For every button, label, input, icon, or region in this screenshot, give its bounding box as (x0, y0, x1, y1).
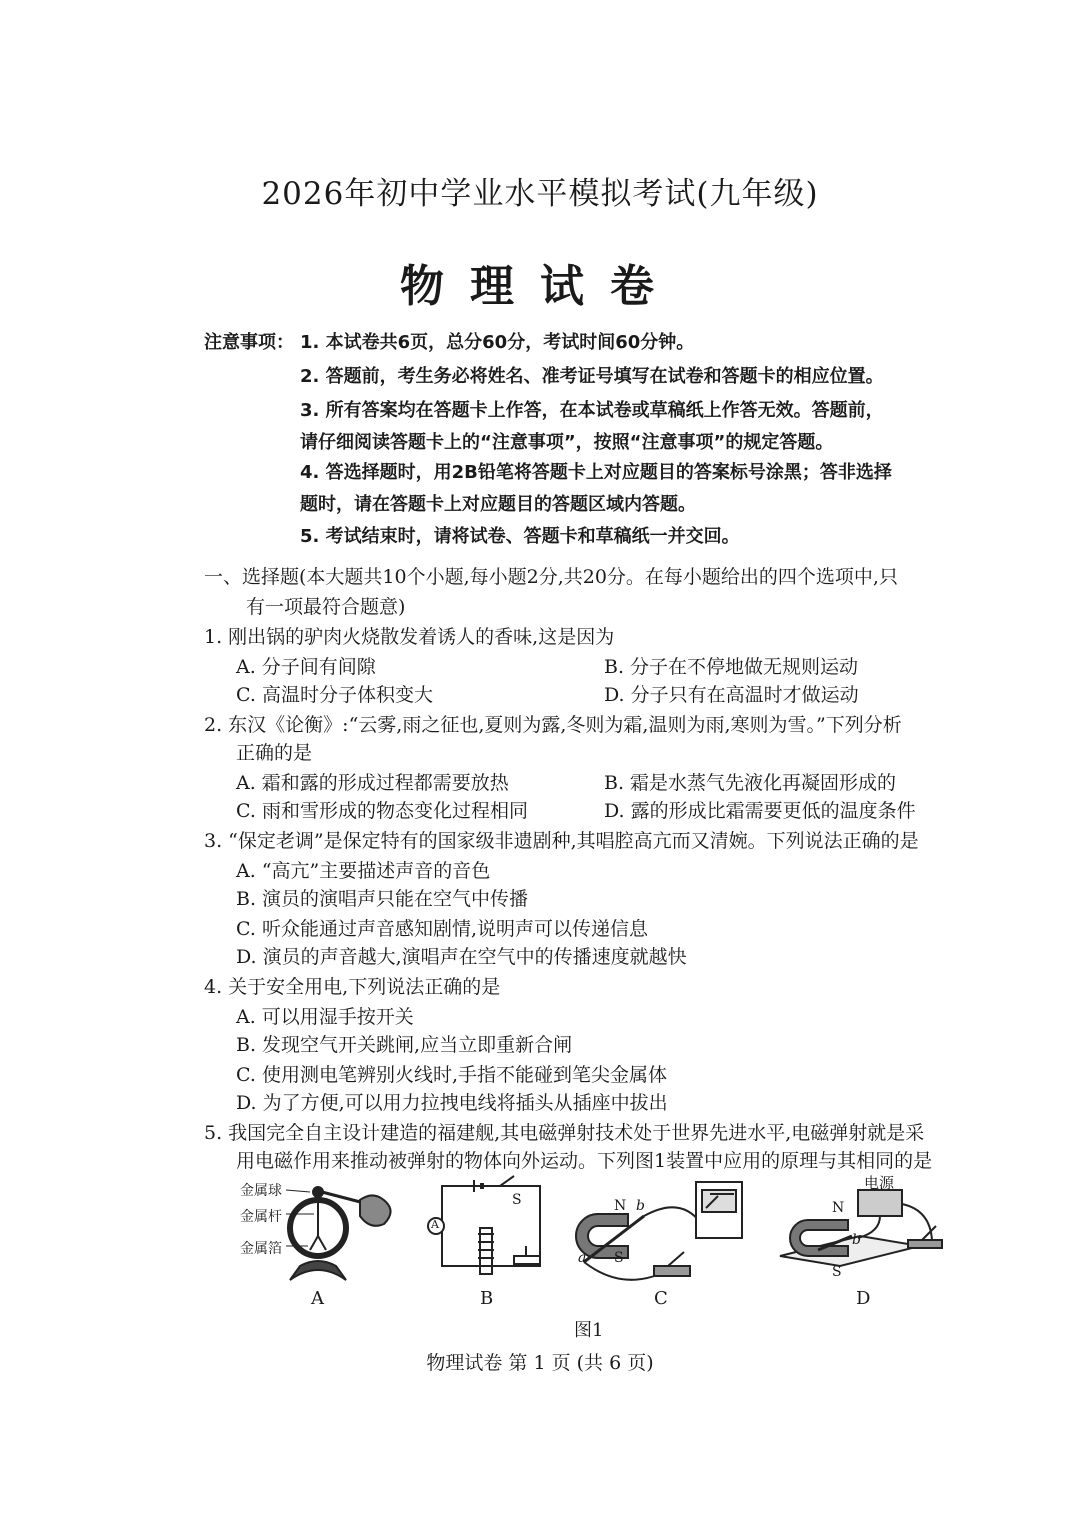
question-stem: 3. “保定老调”是保定特有的国家级非遗剧种,其唱腔高亢而又清婉。下列说法正确的是 (204, 830, 919, 852)
option-a: A. 可以用湿手按开关 (236, 1006, 414, 1028)
label-south-d: S (832, 1264, 842, 1280)
label-metal-ball: 金属球 (240, 1183, 282, 1199)
electroscope-diagram (286, 1187, 391, 1280)
option-label-a: A (311, 1288, 324, 1309)
motor-diagram (780, 1190, 942, 1266)
note-item: 1. 本试卷共6页，总分60分，考试时间60分钟。 (300, 332, 695, 353)
option-b: B. 演员的演唱声只能在空气中传播 (236, 888, 529, 910)
question-stem: 5. 我国完全自主设计建造的福建舰,其电磁弹射技术处于世界先进水平,电磁弹射就是采 (204, 1122, 925, 1144)
section-heading-cont: 有一项最符合题意) (246, 596, 406, 618)
label-metal-rod: 金属杆 (240, 1209, 282, 1225)
question-stem: 4. 关于安全用电,下列说法正确的是 (204, 976, 501, 998)
question-stem-cont: 用电磁作用来推动被弹射的物体向外运动。下列图1装置中应用的原理与其相同的是 (236, 1150, 933, 1172)
option-c: C. 雨和雪形成的物态变化过程相同 (236, 800, 528, 822)
option-label-d: D (856, 1288, 871, 1309)
note-item: 题时，请在答题卡上对应题目的答题区域内答题。 (300, 494, 696, 515)
label-power: 电源 (864, 1174, 895, 1192)
option-a: A. 霜和露的形成过程都需要放热 (236, 772, 509, 794)
option-c: C. 听众能通过声音感知剧情,说明声可以传递信息 (236, 918, 648, 940)
note-item: 5. 考试结束时，请将试卷、答题卡和草稿纸一并交回。 (300, 526, 740, 547)
label-end-a: a (578, 1250, 587, 1266)
electromagnet-circuit (428, 1176, 540, 1274)
option-a: A. “高亢”主要描述声音的音色 (236, 860, 491, 882)
option-d: D. 为了方便,可以用力拉拽电线将插头从插座中拔出 (236, 1092, 668, 1114)
option-b: B. 霜是水蒸气先液化再凝固形成的 (604, 772, 897, 794)
label-ammeter: A (431, 1218, 439, 1231)
option-label-c: C (654, 1288, 668, 1309)
note-item: 3. 所有答案均在答题卡上作答，在本试卷或草稿纸上作答无效。答题前， (300, 400, 884, 421)
option-d: D. 演员的声音越大,演唱声在空气中的传播速度就越快 (236, 946, 687, 968)
notes-label: 注意事项： (204, 332, 294, 353)
question-stem: 2. 东汉《论衡》:“云雾,雨之征也,夏则为露,冬则为霜,温则为雨,寒则为雪。”下列分析 (204, 714, 902, 736)
label-north-d: N (832, 1200, 845, 1216)
label-end-b-d: b (852, 1232, 861, 1248)
label-south-c: S (614, 1250, 624, 1266)
option-c: C. 高温时分子体积变大 (236, 684, 433, 706)
subject-title: 物理试卷 (400, 261, 680, 312)
exam-title: 2026年初中学业水平模拟考试(九年级) (261, 176, 819, 212)
option-b: B. 分子在不停地做无规则运动 (604, 656, 859, 678)
note-item: 2. 答题前，考生务必将姓名、准考证号填写在试卷和答题卡的相应位置。 (300, 366, 884, 387)
question-stem-cont: 正确的是 (236, 742, 313, 764)
label-switch: S (512, 1192, 522, 1208)
note-item: 4. 答选择题时，用2B铅笔将答题卡上对应题目的答案标号涂黑；答非选择 (300, 462, 892, 483)
option-label-b: B (480, 1288, 494, 1309)
option-c: C. 使用测电笔辨别火线时,手指不能碰到笔尖金属体 (236, 1064, 667, 1086)
label-end-b-c: b (636, 1198, 645, 1214)
option-b: B. 发现空气开关跳闸,应当立即重新合闸 (236, 1034, 573, 1056)
note-item: 请仔细阅读答题卡上的“注意事项”，按照“注意事项”的规定答题。 (300, 432, 834, 453)
section-heading: 一、选择题(本大题共10个小题,每小题2分,共20分。在每小题给出的四个选项中,只 (204, 566, 898, 588)
page-footer: 物理试卷 第 1 页 (共 6 页) (426, 1352, 654, 1374)
option-d: D. 露的形成比霜需要更低的温度条件 (604, 800, 916, 822)
label-north-c: N (614, 1198, 627, 1214)
option-a: A. 分子间有间隙 (236, 656, 376, 678)
option-d: D. 分子只有在高温时才做运动 (604, 684, 859, 706)
question-stem: 1. 刚出锅的驴肉火烧散发着诱人的香味,这是因为 (204, 626, 615, 648)
label-metal-foil: 金属箔 (240, 1241, 282, 1257)
figure-caption: 图1 (574, 1320, 604, 1341)
generator-diagram (576, 1182, 742, 1280)
